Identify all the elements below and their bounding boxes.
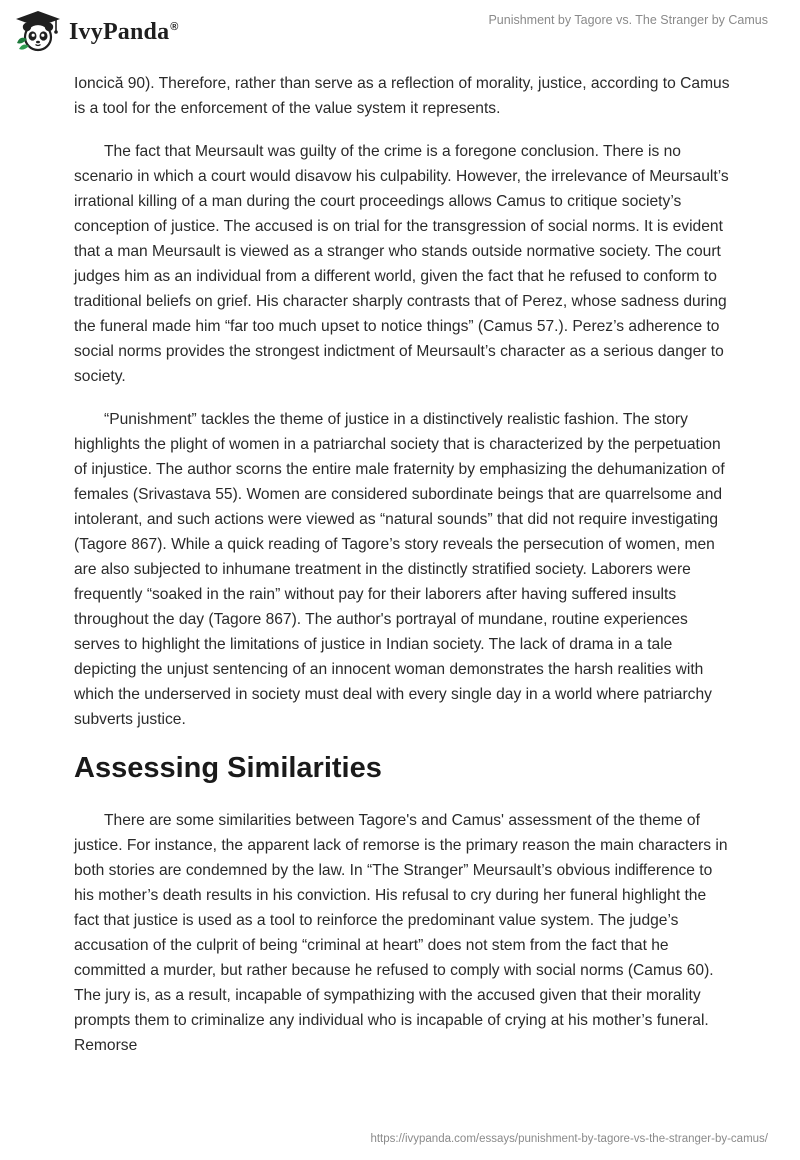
source-url[interactable]: https://ivypanda.com/essays/punishment-by-tagore-vs-the-stranger-by-camus/ bbox=[370, 1133, 768, 1145]
paragraph-punishment-justice: “Punishment” tackles the theme of justice in a distinctively realistic fashion. The story highlights the plight of women in a patriarchal society that is characterized by the perpetuation of injustice. The author scorns the entire male fraternity by emphasizing the dehumanization of females (Srivastava 55). Women are considered subordinate beings that are quarrelsome and intolerant, and such actions were viewed as “natural sounds” that did not require investigating (Tagore 867). While a quick reading of Tagore’s story reveals the persecution of women, men are also subjected to inhumane treatment in the distinctly stratified society. Laborers were frequently “soaked in the rain” without pay for their laborers after having suffered insults throughout the day (Tagore 867). The author's portrayal of mundane, routine experiences serves to highlight the limitations of justice in Indian society. The lack of drama in a tale depicting the unjust sentencing of an innocent woman demonstrates the harsh realities with which the underserved in society must deal with every single day in a world where patriarchy subverts justice. bbox=[74, 411, 725, 728]
panda-graduate-icon bbox=[14, 9, 62, 53]
essay-body bbox=[74, 71, 734, 1076]
registered-mark: ® bbox=[170, 20, 179, 33]
page-header bbox=[0, 0, 800, 70]
section-heading: Assessing Similarities bbox=[74, 752, 382, 784]
document-title: Punishment by Tagore vs. The Stranger by Camus bbox=[488, 13, 768, 27]
paragraph-similarities: There are some similarities between Tagore's and Camus' assessment of the theme of justice. For instance, the apparent lack of remorse is the primary reason the main characters in both stories are condemned by the law. In “The Stranger” Meursault’s obvious indifference to his mother’s death results in his conviction. His refusal to cry during her funeral highlight the fact that justice is used as a tool to reinforce the predominant value system. The judge’s accusation of the culprit of being “criminal at heart” does not stem from the fact that he committed a murder, but rather because he refused to comply with social norms (Camus 60). The jury is, as a result, incapable of sympathizing with the accused given that their morality prompts them to criminalize any individual who is incapable of crying at his mother’s funeral. Remorse bbox=[74, 812, 728, 1054]
paragraph-continuation: Ioncică 90). Therefore, rather than serve as a reflection of morality, justice, according to Camus is a tool for the enforcement of the value system it represents. bbox=[74, 75, 730, 117]
logo[interactable] bbox=[14, 9, 179, 53]
paragraph-meursault-guilt: The fact that Meursault was guilty of the crime is a foregone conclusion. There is no scenario in which a court would disavow his culpability. However, the irrelevance of Meursault’s irrational killing of a man during the court proceedings allows Camus to critique society’s conception of justice. The accused is on trial for the transgression of social norms. It is evident that a man Meursault is viewed as a stranger who stands outside normative society. The court judges him as an individual from a different world, given the fact that he refused to conform to traditional beliefs on grief. His character sharply contrasts that of Perez, whose sadness during the funeral made him “far too much upset to notice things” (Camus 57.). Perez’s adherence to social norms provides the strongest indictment of Meursault’s character as a serious danger to society. bbox=[74, 143, 729, 385]
logo-wordmark bbox=[69, 19, 179, 46]
brand-name: IvyPanda bbox=[69, 18, 170, 45]
